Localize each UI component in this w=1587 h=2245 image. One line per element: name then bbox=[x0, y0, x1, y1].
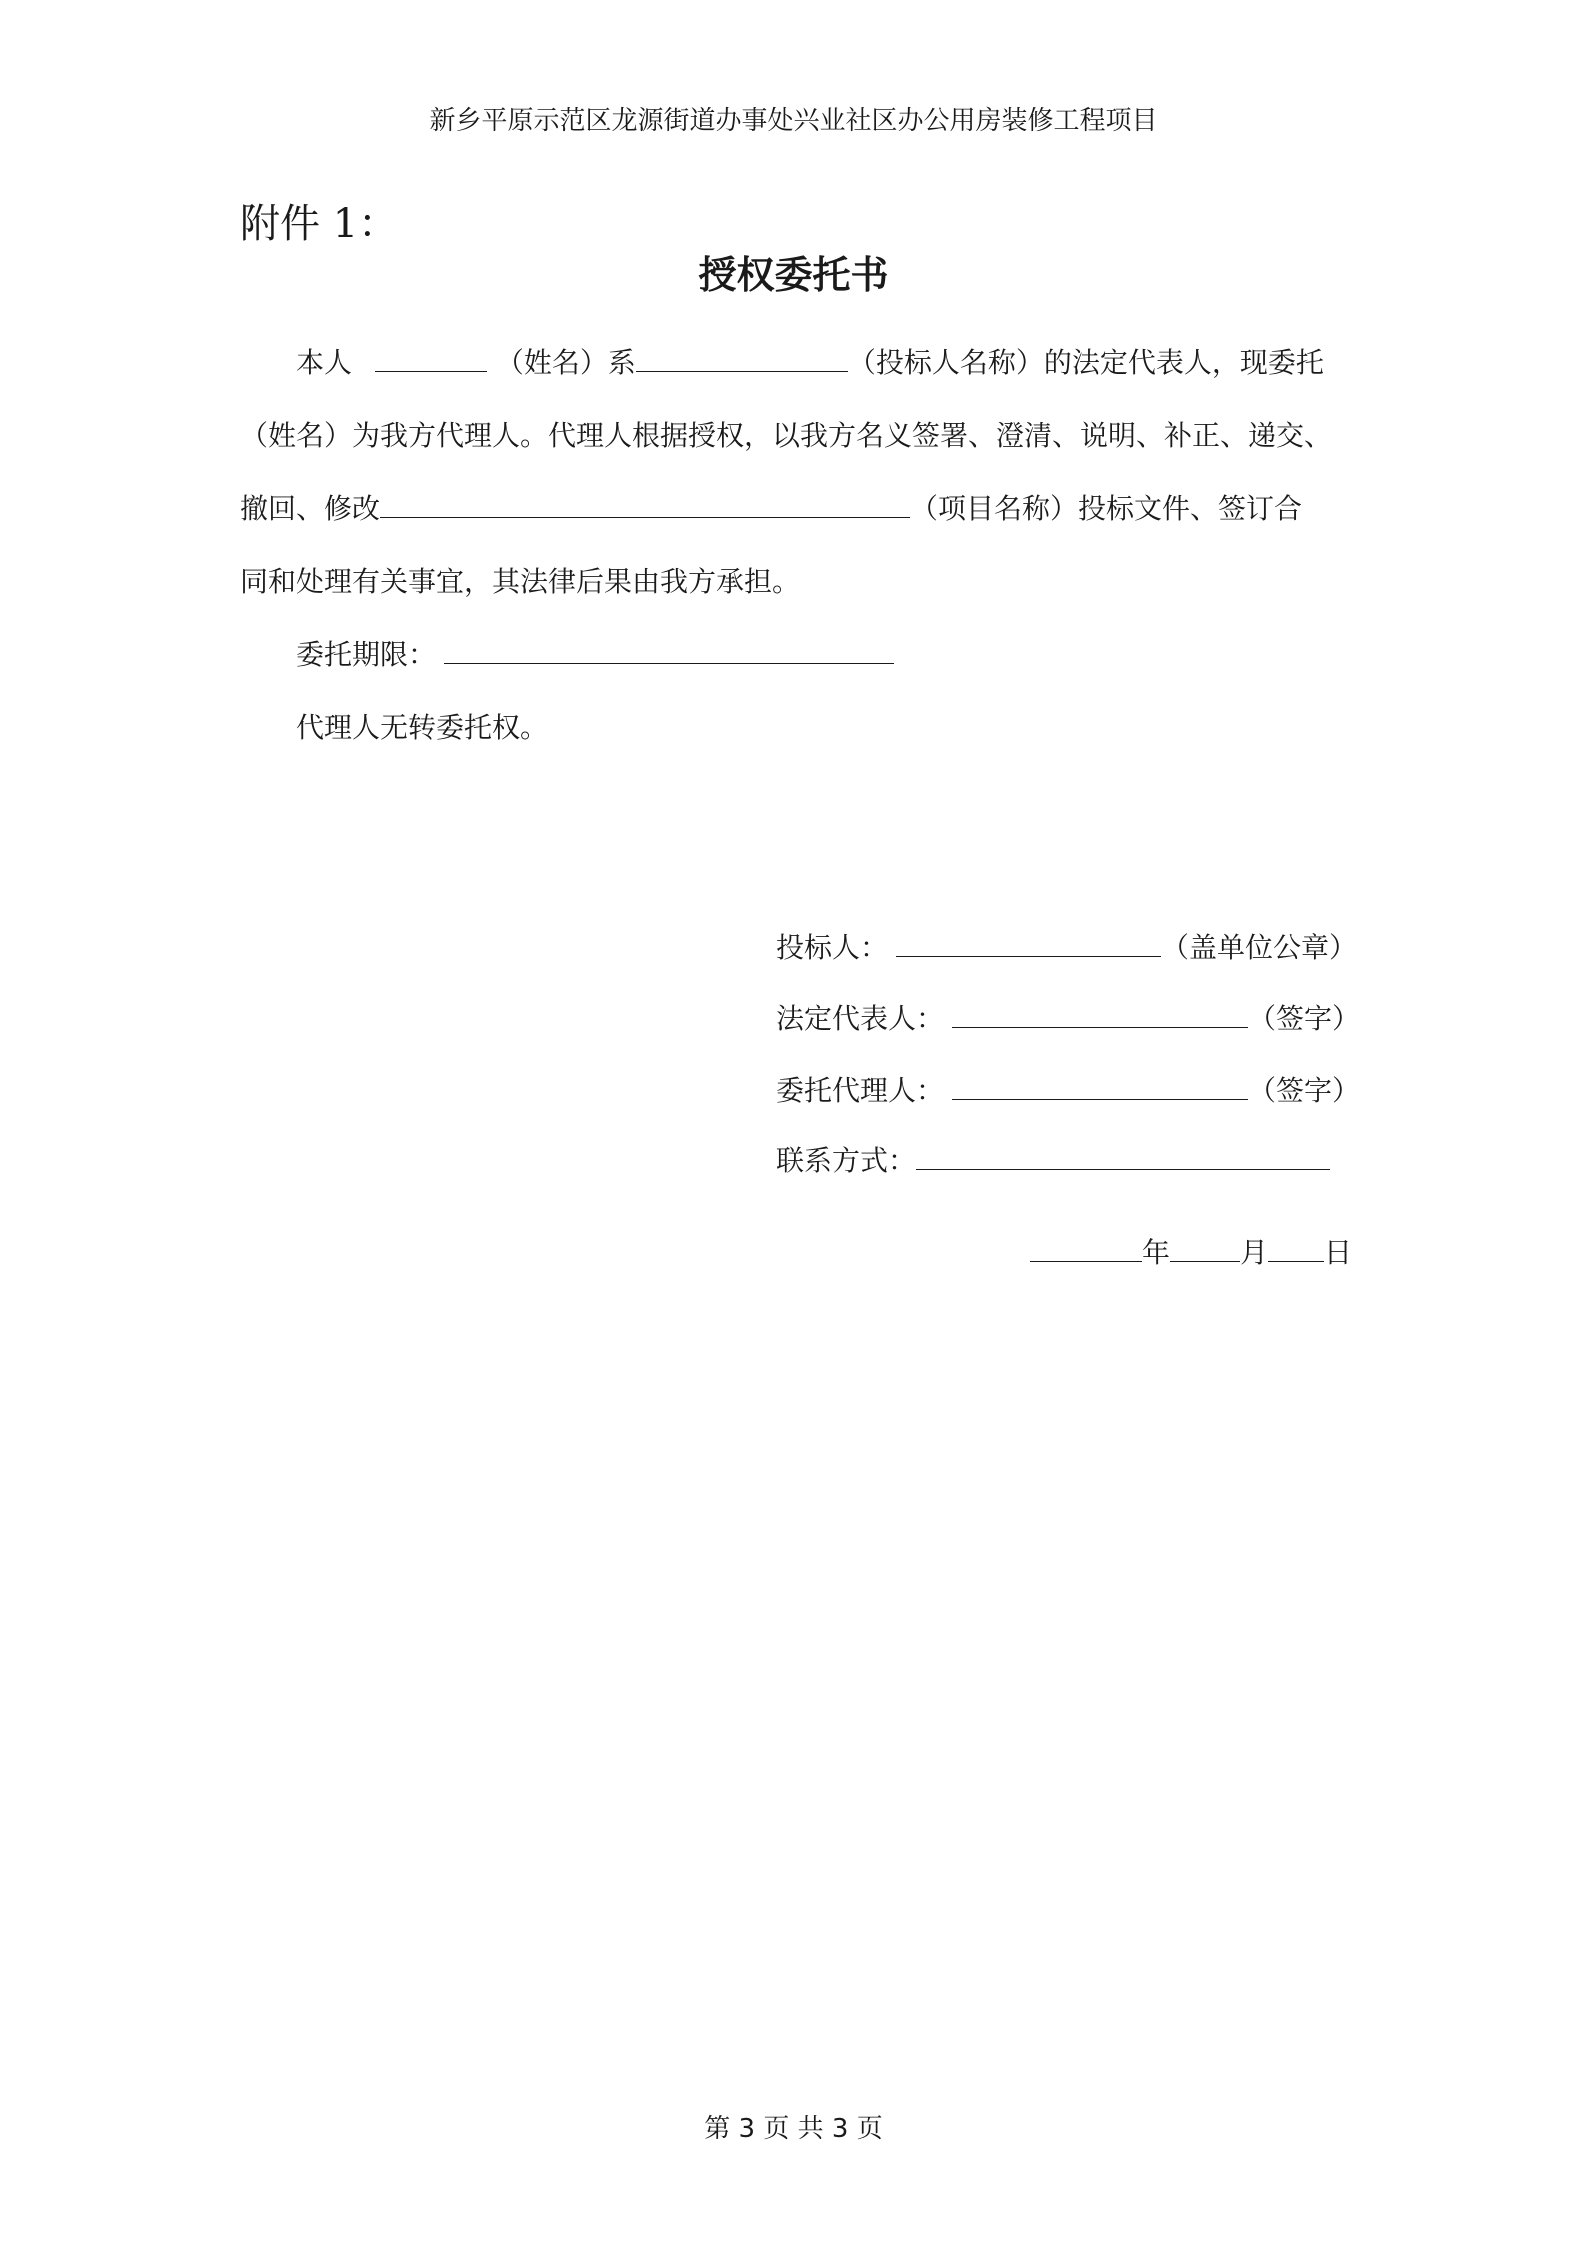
month-blank[interactable] bbox=[1170, 1233, 1240, 1262]
year-label: 年 bbox=[1142, 1236, 1171, 1269]
paragraph-text: （投标人名称）的法定代表人，现委托 bbox=[847, 346, 1324, 379]
agent-note: （签字） bbox=[1248, 1074, 1361, 1107]
month-label: 月 bbox=[1240, 1236, 1269, 1269]
paragraph-line-4: 同和处理有关事宜，其法律后果由我方承担。 bbox=[240, 565, 801, 598]
paragraph-line-2: （姓名）为我方代理人。代理人根据授权，以我方名义签署、澄清、说明、补正、递交、 bbox=[240, 419, 1333, 452]
day-blank[interactable] bbox=[1268, 1233, 1324, 1262]
legal-rep-label: 法定代表人： bbox=[776, 1002, 945, 1035]
contact-row bbox=[776, 1141, 1330, 1181]
term-row bbox=[296, 635, 894, 675]
paragraph-text: （姓名）系 bbox=[495, 346, 636, 379]
bidder-seal-note: （盖单位公章） bbox=[1161, 931, 1358, 964]
project-name-blank[interactable] bbox=[380, 489, 910, 518]
document-title: 授权委托书 bbox=[698, 252, 889, 297]
bidder-label: 投标人： bbox=[776, 931, 889, 964]
legal-rep-row bbox=[776, 999, 1360, 1039]
legal-rep-note: （签字） bbox=[1248, 1002, 1361, 1035]
bidder-blank[interactable] bbox=[896, 928, 1161, 957]
date-row bbox=[1030, 1233, 1352, 1273]
bidder-name-blank[interactable] bbox=[636, 343, 848, 372]
term-blank[interactable] bbox=[444, 635, 894, 664]
paragraph-line-1 bbox=[296, 343, 1324, 383]
paragraph-text: 本人 bbox=[296, 346, 353, 379]
paragraph-line-3 bbox=[240, 489, 1302, 529]
agent-blank[interactable] bbox=[952, 1071, 1248, 1100]
attachment-label: 附件 1： bbox=[240, 201, 399, 247]
paragraph-text: 撤回、修改 bbox=[240, 492, 381, 525]
bidder-row bbox=[776, 928, 1357, 968]
legal-rep-blank[interactable] bbox=[952, 999, 1248, 1028]
contact-blank[interactable] bbox=[916, 1141, 1330, 1170]
contact-label: 联系方式： bbox=[776, 1144, 917, 1177]
name-blank[interactable] bbox=[375, 343, 487, 372]
no-transfer-text: 代理人无转委托权。 bbox=[296, 711, 549, 744]
day-label: 日 bbox=[1324, 1236, 1353, 1269]
term-label: 委托期限： bbox=[296, 638, 437, 671]
year-blank[interactable] bbox=[1030, 1233, 1142, 1262]
agent-row bbox=[776, 1071, 1360, 1111]
agent-label: 委托代理人： bbox=[776, 1074, 945, 1107]
paragraph-text: （项目名称）投标文件、签订合 bbox=[910, 492, 1303, 525]
page-header: 新乡平原示范区龙源街道办事处兴业社区办公用房装修工程项目 bbox=[429, 106, 1158, 136]
page-number: 第 3 页 共 3 页 bbox=[704, 2114, 883, 2144]
